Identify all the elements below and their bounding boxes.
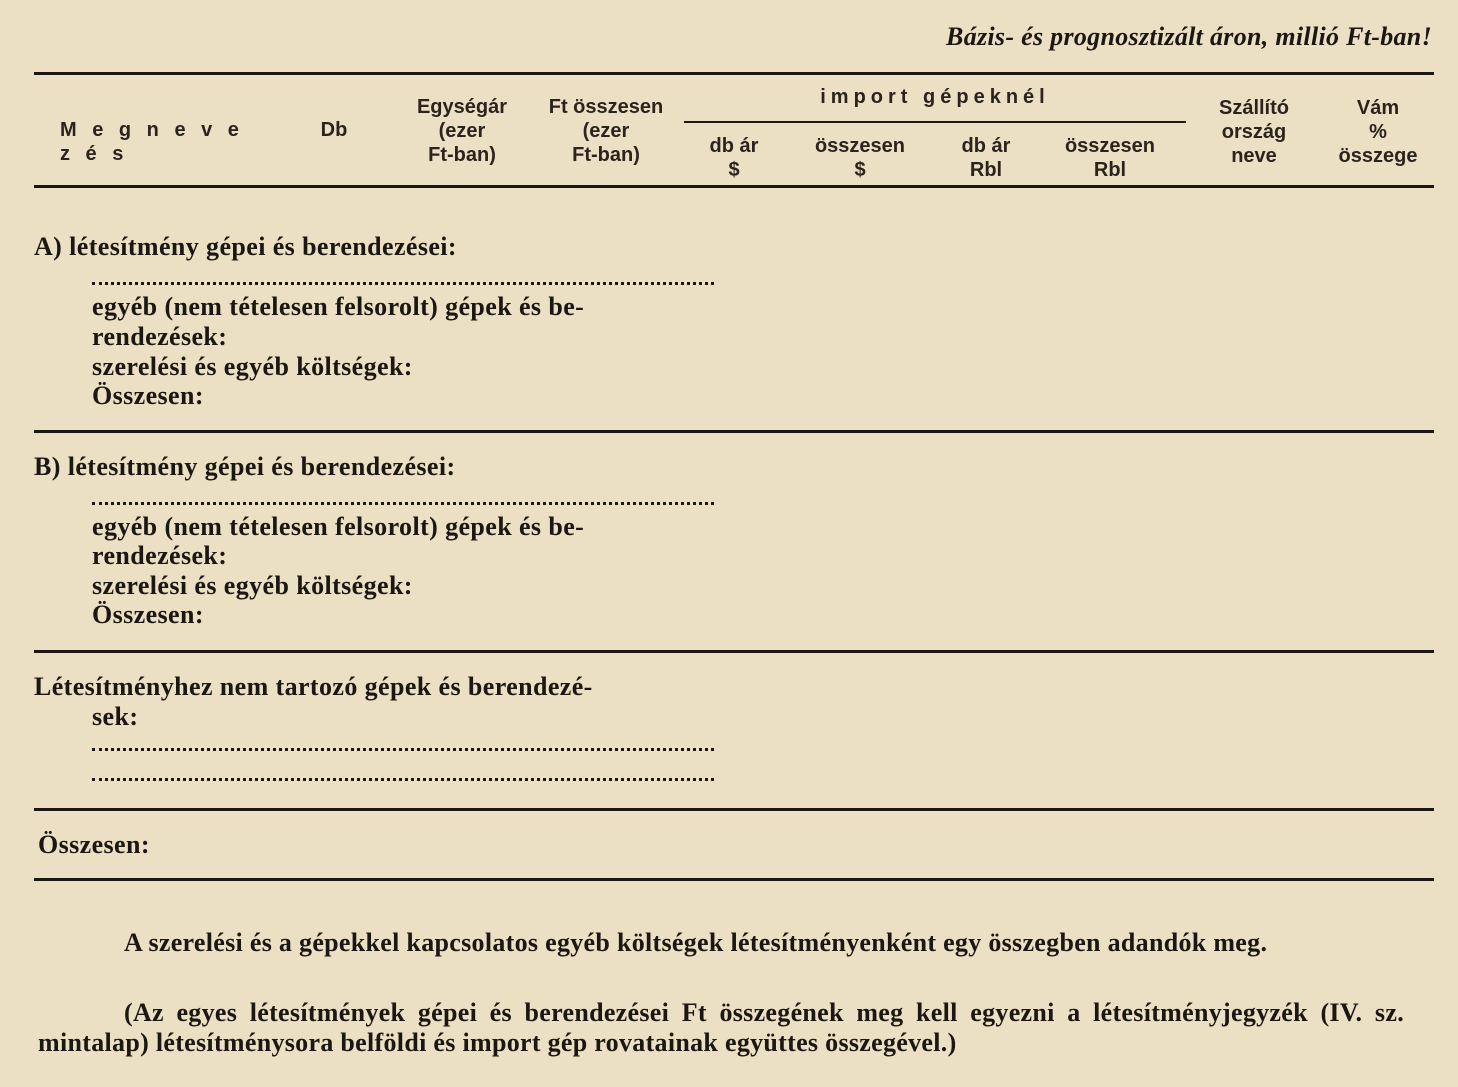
col-ft-osszesen: Ft összesen (ezer Ft-ban) — [548, 96, 664, 166]
section-a-total: Összesen: — [92, 381, 204, 410]
price-basis-note: Bázis- és prognosztizált áron, millió Ft-ban! — [946, 22, 1432, 51]
import-group-rule — [684, 121, 1186, 123]
section-c-dotted-line-2 — [92, 778, 714, 781]
section-c-line1: Létesítményhez nem tartozó gépek és berendezé- — [34, 672, 593, 701]
section-a-bottom-rule — [34, 430, 1434, 433]
footnote-2: (Az egyes létesítmények gépei és berendezései Ft összegének meg kell egyezni a létesítményjegyzék (IV. sz. mintalap) létesítménysora belföldi és import gép rovatainak együttes összegével.) — [38, 998, 1404, 1057]
section-b-line3: szerelési és egyéb költségek: — [92, 571, 413, 600]
section-a-line3: szerelési és egyéb költségek: — [92, 352, 413, 381]
section-b-dotted-line — [92, 502, 714, 505]
col-db: Db — [320, 119, 348, 141]
header-bottom-rule — [34, 185, 1434, 188]
table-bottom-rule — [34, 878, 1434, 881]
footnote-1: A szerelési és a gépekkel kapcsolatos egyéb költségek létesítményenként egy összegben adandók meg. — [124, 928, 1268, 957]
section-b-total: Összesen: — [92, 600, 204, 629]
col-import-osszesen-usd: összesen $ — [814, 135, 906, 181]
section-c-bottom-rule — [34, 808, 1434, 811]
section-a-title: A) létesítmény gépei és berendezései: — [34, 232, 457, 261]
col-szallito: Szállító ország neve — [1218, 97, 1289, 167]
col-import-db-ar-usd: db ár $ — [709, 135, 759, 181]
section-c-dotted-line-1 — [92, 748, 714, 751]
grand-total-label: Összesen: — [38, 830, 150, 859]
col-import-db-ar-rbl: db ár Rbl — [961, 135, 1011, 181]
table-top-rule — [34, 72, 1434, 75]
section-a-line2: rendezések: — [92, 322, 228, 351]
col-megnevezes: M e g n e v e z é s — [60, 119, 244, 165]
section-b-line2: rendezések: — [92, 541, 228, 570]
section-b-title: B) létesítmény gépei és berendezései: — [34, 452, 456, 481]
section-a-dotted-line — [92, 282, 714, 285]
col-egysegar: Egységár (ezer Ft-ban) — [416, 96, 508, 166]
col-import-osszesen-rbl: összesen Rbl — [1064, 135, 1156, 181]
col-vam: Vám % összege — [1338, 97, 1418, 167]
section-c-line2: sek: — [92, 702, 139, 731]
section-b-bottom-rule — [34, 650, 1434, 653]
section-b-line1: egyéb (nem tételesen felsorolt) gépek és be- — [92, 512, 585, 541]
section-a-line1: egyéb (nem tételesen felsorolt) gépek és be- — [92, 292, 585, 321]
col-import-group: import gépeknél — [820, 86, 1050, 108]
